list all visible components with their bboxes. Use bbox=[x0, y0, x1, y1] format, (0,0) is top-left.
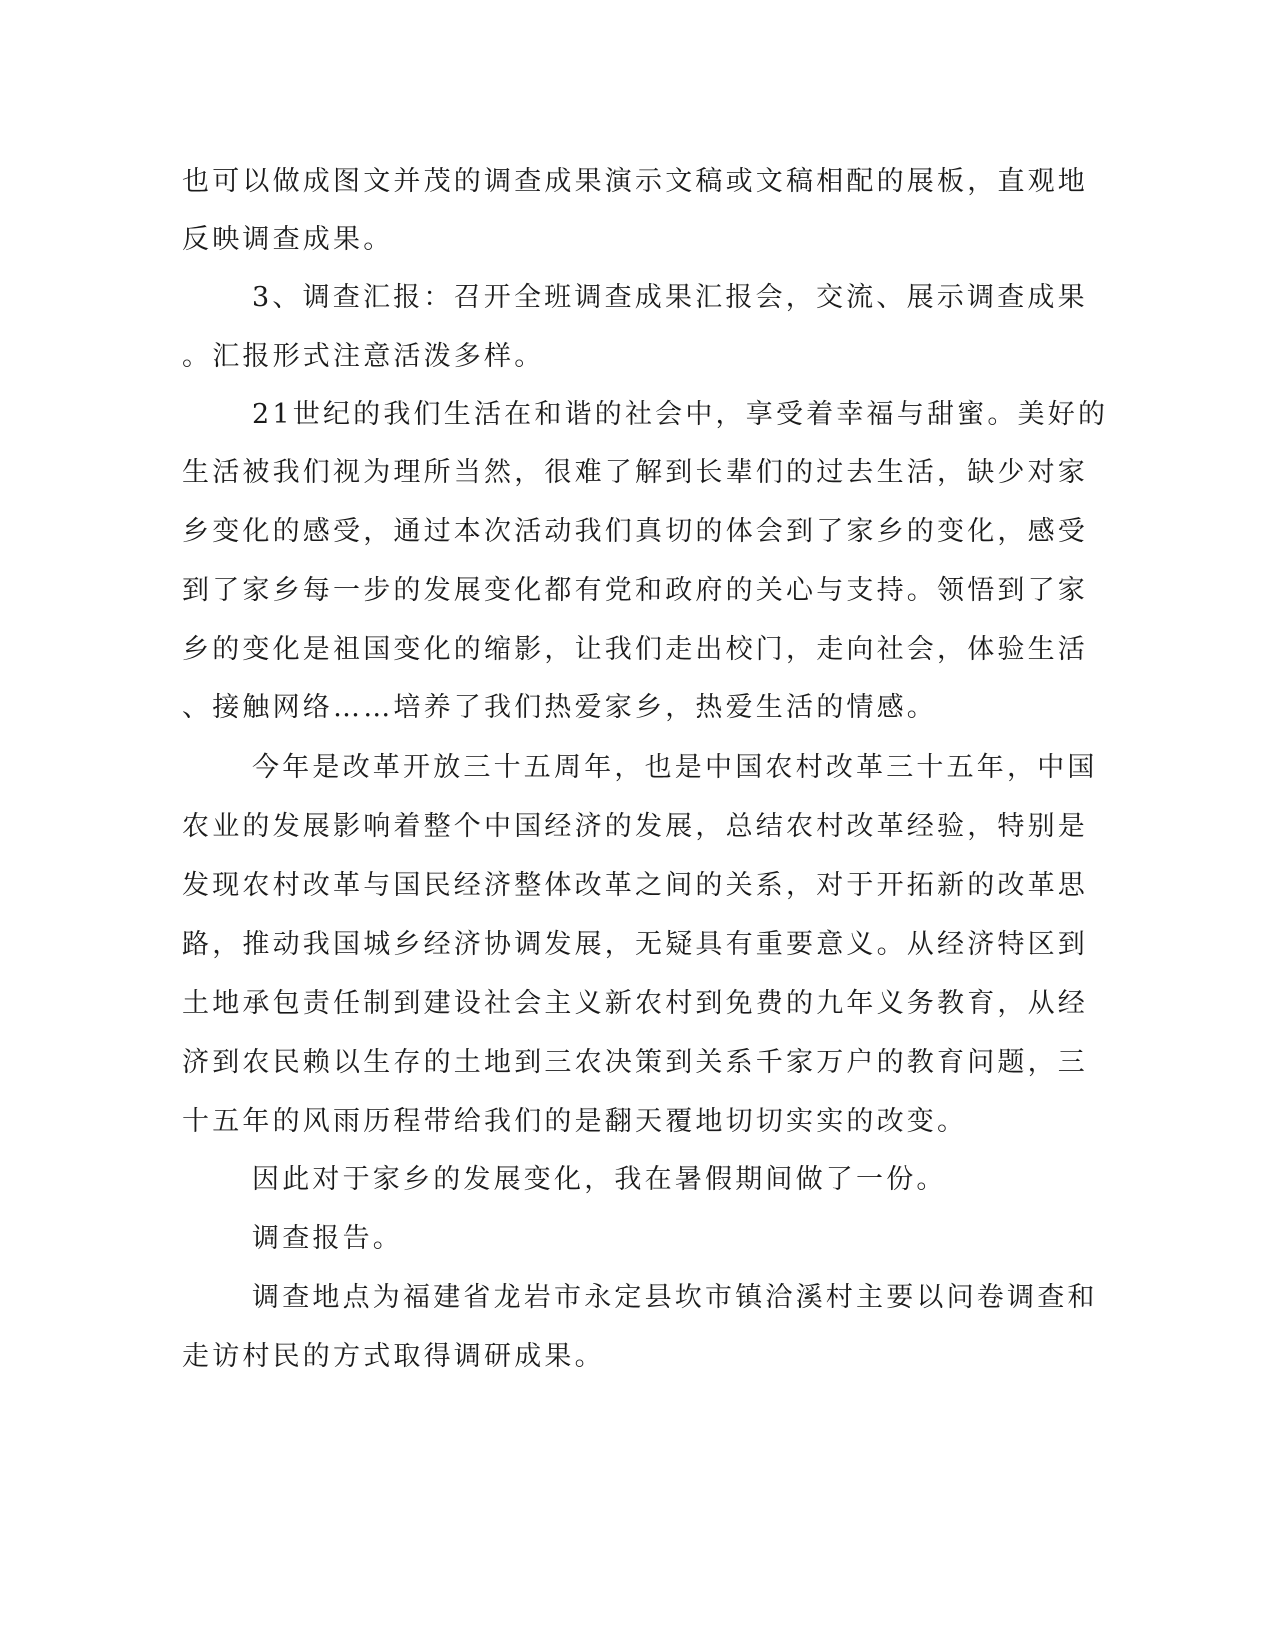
body-text-line: 今年是改革开放三十五周年，也是中国农村改革三十五年，中国 bbox=[252, 752, 1098, 783]
body-text-line: 生活被我们视为理所当然，很难了解到长辈们的过去生活，缺少对家 bbox=[182, 457, 1088, 488]
body-text-line: 到了家乡每一步的发展变化都有党和政府的关心与支持。领悟到了家 bbox=[182, 575, 1088, 606]
body-text-line: 调查报告。 bbox=[252, 1223, 403, 1254]
body-text-line: 十五年的风雨历程带给我们的是翻天覆地切切实实的改变。 bbox=[182, 1106, 968, 1137]
body-text-line: 发现农村改革与国民经济整体改革之间的关系，对于开拓新的改革思 bbox=[182, 870, 1088, 901]
body-text-line: 21世纪的我们生活在和谐的社会中，享受着幸福与甜蜜。美好的 bbox=[252, 399, 1109, 430]
body-text-line: 反映调查成果。 bbox=[182, 224, 394, 255]
body-text-line: 济到农民赖以生存的土地到三农决策到关系千家万户的教育问题，三 bbox=[182, 1047, 1088, 1078]
body-text-line: 路，推动我国城乡经济协调发展，无疑具有重要意义。从经济特区到 bbox=[182, 929, 1088, 960]
body-text-line: 。汇报形式注意活泼多样。 bbox=[182, 341, 545, 372]
body-text-line: 、接触网络……培养了我们热爱家乡，热爱生活的情感。 bbox=[182, 692, 937, 723]
body-text-line: 3、调查汇报：召开全班调查成果汇报会，交流、展示调查成果 bbox=[252, 282, 1088, 313]
body-text-line: 农业的发展影响着整个中国经济的发展，总结农村改革经验，特别是 bbox=[182, 811, 1088, 842]
body-text-line: 因此对于家乡的发展变化，我在暑假期间做了一份。 bbox=[252, 1164, 947, 1195]
body-text-line: 乡变化的感受，通过本次活动我们真切的体会到了家乡的变化，感受 bbox=[182, 516, 1088, 547]
body-text-line: 乡的变化是祖国变化的缩影，让我们走出校门，走向社会，体验生活 bbox=[182, 634, 1088, 665]
body-text-line: 也可以做成图文并茂的调查成果演示文稿或文稿相配的展板，直观地 bbox=[182, 166, 1088, 197]
body-text-line: 走访村民的方式取得调研成果。 bbox=[182, 1341, 605, 1372]
body-text-line: 调查地点为福建省龙岩市永定县坎市镇洽溪村主要以问卷调查和 bbox=[252, 1282, 1098, 1313]
body-text-line: 土地承包责任制到建设社会主义新农村到免费的九年义务教育，从经 bbox=[182, 988, 1088, 1019]
